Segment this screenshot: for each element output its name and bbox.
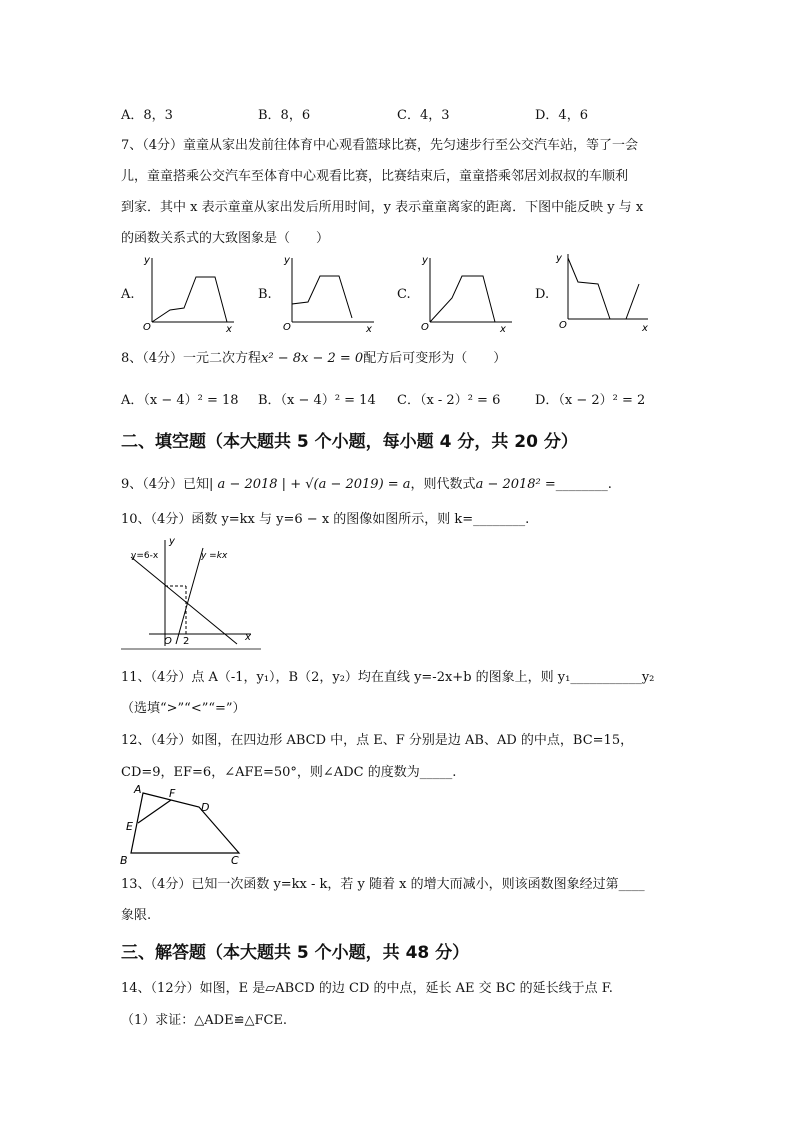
q8-stem xyxy=(121,347,506,366)
q10-axis-y: y xyxy=(169,536,175,547)
q8-stem-prefix: 8、（4分）一元二次方程 xyxy=(121,351,262,366)
q7-graph-d xyxy=(558,252,653,334)
q8-option-b: B．（x − 4）² = 14 xyxy=(258,393,376,408)
q10-label-line1: y=6-x xyxy=(131,551,159,561)
q7-c-axis-x: x xyxy=(500,324,506,335)
q10-text: 10、（4分）函数 y=kx 与 y=6 − x 的图像如图所示，则 k=________. xyxy=(121,512,530,527)
q14-line-1: 14、（12分）如图，E 是▱ABCD 的边 CD 的中点，延长 AE 交 BC 的延长线于点 F. xyxy=(121,981,613,996)
q12-line-2: CD=9，EF=6，∠AFE=50°，则∠ADC 的度数为_____. xyxy=(121,765,457,780)
q7-b-axis-x: x xyxy=(366,324,372,335)
q9-blank: ________. xyxy=(555,477,612,492)
q7-line-4: 的函数关系式的大致图象是（ ） xyxy=(121,231,330,246)
q12-figure xyxy=(117,783,257,868)
q6-option-d: D．4，6 xyxy=(535,108,588,123)
q13-line-1: 13、（4分）已知一次函数 y=kx - k，若 y 随着 x 的增大而减小，则该函数图象经过第____ xyxy=(121,877,645,892)
q7-label-c: C. xyxy=(397,287,411,302)
q10-origin: O xyxy=(164,636,172,647)
q7-label-a: A. xyxy=(121,287,135,302)
q7-a-axis-y: y xyxy=(144,255,150,266)
q8-option-c: C．（x - 2）² = 6 xyxy=(397,393,501,408)
q6-option-c: C．4，3 xyxy=(397,108,450,123)
q9-middle: ，则代数式 xyxy=(410,477,476,492)
q12-vertex-b: B xyxy=(120,854,128,867)
q9-expr: a − 2018² = xyxy=(475,477,556,492)
q7-d-axis-x: x xyxy=(642,323,648,334)
q8-equation: x² − 8x − 2 = 0 xyxy=(261,351,364,366)
q12-vertex-e: E xyxy=(126,820,133,833)
q10-figure xyxy=(121,534,261,652)
q13-line-2: 象限. xyxy=(121,908,152,923)
q10-label-line2: y =kx xyxy=(201,551,228,561)
q7-label-b: B. xyxy=(258,287,272,302)
q10-axis-x: x xyxy=(245,632,251,643)
q11-line-2: （选填“>”“<”“=”） xyxy=(121,701,246,716)
q7-b-axis-y: y xyxy=(284,255,290,266)
q7-label-d: D. xyxy=(535,287,550,302)
section-3-heading: 三、解答题（本大题共 5 个小题，共 48 分） xyxy=(121,943,470,963)
q7-c-origin: O xyxy=(421,322,429,333)
q9 xyxy=(121,473,612,492)
q7-b-origin: O xyxy=(283,322,291,333)
q10-tick: 2 xyxy=(183,636,190,647)
q12-vertex-c: C xyxy=(231,854,239,867)
q7-d-axis-y: y xyxy=(556,253,562,264)
q12-line-1: 12、（4分）如图，在四边形 ABCD 中，点 E、F 分别是边 AB、AD 的中点，BC=15， xyxy=(121,733,634,748)
q7-line-1: 7、（4分）童童从家出发前往体育中心观看篮球比赛，先匀速步行至公交汽车站，等了一会 xyxy=(121,138,639,153)
q9-condition: | a − 2018 | + √(a − 2019) = a xyxy=(209,477,411,492)
q9-prefix: 9、（4分）已知 xyxy=(121,477,210,492)
q7-graph-a xyxy=(142,252,237,334)
q14-line-2: （1）求证：△ADE≌△FCE. xyxy=(121,1013,288,1028)
q7-line-3: 到家．其中 x 表示童童从家出发后所用时间，y 表示童童离家的距离．下图中能反映 y 与 x xyxy=(121,200,644,215)
q6-option-b: B．8，6 xyxy=(258,108,311,123)
q7-graph-c xyxy=(420,252,515,334)
q7-a-origin: O xyxy=(143,322,151,333)
q7-c-axis-y: y xyxy=(422,255,428,266)
q7-graph-b xyxy=(282,252,377,334)
q11-line-1: 11、（4分）点 A（-1，y₁），B（2，y₂）均在直线 y=-2x+b 的图象上，则 y₁___________y₂ xyxy=(121,670,655,685)
q8-option-a: A．（x − 4）² = 18 xyxy=(121,393,239,408)
q8-option-d: D．（x − 2）² = 2 xyxy=(535,393,646,408)
q6-option-a: A．8，3 xyxy=(121,108,173,123)
section-2-heading: 二、填空题（本大题共 5 个小题，每小题 4 分，共 20 分） xyxy=(121,432,578,452)
q7-a-axis-x: x xyxy=(226,324,232,335)
q12-vertex-d: D xyxy=(201,801,210,814)
q12-vertex-a: A xyxy=(134,783,142,796)
q7-d-origin: O xyxy=(559,320,567,331)
q7-line-2: 儿，童童搭乘公交汽车至体育中心观看比赛，比赛结束后，童童搭乘邻居刘叔叔的车顺利 xyxy=(121,169,629,184)
q12-vertex-f: F xyxy=(169,787,176,800)
q8-stem-suffix: 配方后可变形为（ ） xyxy=(363,351,507,366)
